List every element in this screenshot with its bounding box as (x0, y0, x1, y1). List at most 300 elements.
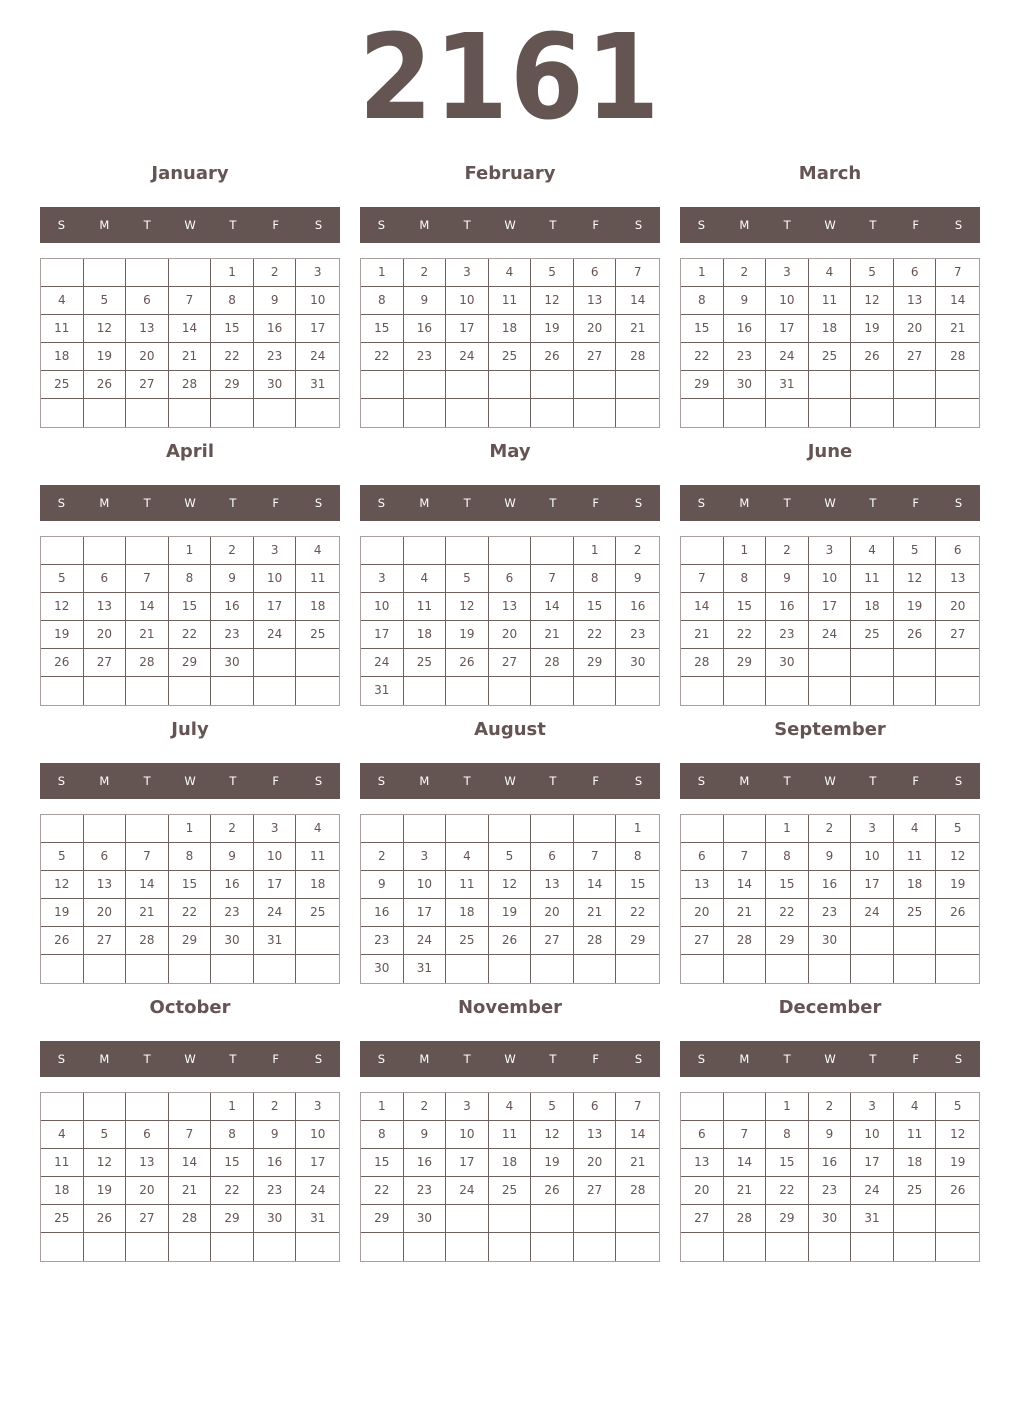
day-cell: 25 (851, 621, 894, 649)
day-cell (809, 1233, 852, 1261)
day-cell (894, 371, 937, 399)
weekday-label: M (99, 774, 110, 788)
day-cell: 9 (254, 287, 297, 315)
weekday-label: T (229, 774, 237, 788)
day-cell: 15 (724, 593, 767, 621)
day-cell: 25 (894, 899, 937, 927)
day-cell: 6 (126, 1121, 169, 1149)
day-cell: 18 (809, 315, 852, 343)
day-cell: 4 (296, 815, 339, 843)
day-cell (936, 649, 979, 677)
day-cell: 13 (84, 871, 127, 899)
day-cell: 15 (766, 1149, 809, 1177)
weekday-header (360, 485, 660, 521)
weekday-label: T (463, 218, 471, 232)
day-cell: 8 (361, 1121, 404, 1149)
day-cell: 3 (851, 1093, 894, 1121)
day-cell (851, 371, 894, 399)
day-cell: 16 (361, 899, 404, 927)
day-cell: 3 (446, 1093, 489, 1121)
day-cell: 18 (296, 871, 339, 899)
day-cell: 10 (446, 287, 489, 315)
day-cell (41, 537, 84, 565)
day-cell: 11 (296, 843, 339, 871)
day-grid (40, 536, 340, 706)
day-cell: 5 (41, 843, 84, 871)
day-cell (84, 259, 127, 287)
weekday-label: S (954, 1052, 963, 1066)
weekday-label: F (592, 1052, 600, 1066)
day-cell: 16 (211, 871, 254, 899)
day-cell: 22 (766, 899, 809, 927)
day-cell: 26 (531, 343, 574, 371)
day-grid (680, 536, 980, 706)
day-cell: 5 (84, 1121, 127, 1149)
day-cell: 7 (169, 287, 212, 315)
day-cell: 21 (724, 1177, 767, 1205)
day-cell: 14 (936, 287, 979, 315)
day-cell: 29 (169, 649, 212, 677)
weekday-label: T (869, 774, 877, 788)
day-cell: 15 (211, 315, 254, 343)
month-title: September (774, 719, 886, 740)
day-cell (531, 371, 574, 399)
day-cell: 7 (616, 259, 659, 287)
day-cell (296, 677, 339, 705)
day-cell: 12 (41, 593, 84, 621)
day-cell: 16 (724, 315, 767, 343)
day-cell (254, 677, 297, 705)
day-cell: 24 (254, 899, 297, 927)
day-cell: 9 (809, 1121, 852, 1149)
weekday-label: F (592, 218, 600, 232)
day-cell: 8 (169, 565, 212, 593)
day-cell: 12 (446, 593, 489, 621)
weekday-label: T (869, 496, 877, 510)
day-cell: 12 (84, 1149, 127, 1177)
day-cell: 20 (574, 315, 617, 343)
day-cell (361, 399, 404, 427)
day-cell (169, 1093, 212, 1121)
day-cell: 8 (724, 565, 767, 593)
day-cell (894, 399, 937, 427)
day-cell: 4 (894, 815, 937, 843)
day-cell (489, 399, 532, 427)
weekday-label: S (697, 496, 706, 510)
day-cell (809, 399, 852, 427)
day-cell: 29 (766, 927, 809, 955)
day-grid (40, 258, 340, 428)
day-cell: 14 (169, 315, 212, 343)
day-cell: 7 (574, 843, 617, 871)
day-cell: 15 (361, 315, 404, 343)
day-cell: 23 (809, 899, 852, 927)
day-cell: 3 (446, 259, 489, 287)
weekday-label: T (143, 1052, 151, 1066)
day-cell: 10 (254, 843, 297, 871)
day-cell: 24 (254, 621, 297, 649)
day-cell: 26 (41, 649, 84, 677)
day-cell: 17 (446, 1149, 489, 1177)
day-cell: 11 (489, 287, 532, 315)
day-cell: 17 (361, 621, 404, 649)
day-cell: 1 (361, 259, 404, 287)
day-cell: 16 (254, 315, 297, 343)
day-cell: 15 (681, 315, 724, 343)
day-cell: 1 (616, 815, 659, 843)
weekday-label: M (419, 218, 430, 232)
day-cell: 16 (809, 1149, 852, 1177)
day-cell (681, 1233, 724, 1261)
day-cell: 28 (724, 1205, 767, 1233)
day-cell: 23 (404, 1177, 447, 1205)
day-cell (724, 1233, 767, 1261)
day-cell (361, 815, 404, 843)
day-cell: 30 (616, 649, 659, 677)
day-cell: 27 (126, 1205, 169, 1233)
day-grid (680, 1092, 980, 1262)
day-cell (489, 371, 532, 399)
day-cell: 29 (616, 927, 659, 955)
day-cell: 6 (894, 259, 937, 287)
day-cell: 21 (936, 315, 979, 343)
day-cell: 5 (851, 259, 894, 287)
day-cell (851, 927, 894, 955)
weekday-label: S (634, 496, 643, 510)
day-cell: 18 (296, 593, 339, 621)
weekday-label: T (229, 218, 237, 232)
day-cell: 27 (681, 927, 724, 955)
weekday-label: S (697, 218, 706, 232)
day-cell: 20 (894, 315, 937, 343)
day-cell: 13 (489, 593, 532, 621)
day-cell: 16 (404, 1149, 447, 1177)
day-cell (531, 399, 574, 427)
day-cell: 9 (211, 565, 254, 593)
day-cell (84, 677, 127, 705)
day-cell (766, 1233, 809, 1261)
day-cell: 4 (296, 537, 339, 565)
weekday-label: S (954, 218, 963, 232)
day-cell: 24 (446, 1177, 489, 1205)
day-cell (616, 371, 659, 399)
day-cell (809, 649, 852, 677)
weekday-label: T (143, 218, 151, 232)
month-title: March (798, 163, 862, 184)
day-cell: 1 (766, 1093, 809, 1121)
weekday-label: S (57, 1052, 66, 1066)
day-cell: 27 (84, 927, 127, 955)
weekday-label: F (272, 1052, 280, 1066)
day-cell: 27 (894, 343, 937, 371)
day-cell: 30 (766, 649, 809, 677)
day-cell (574, 815, 617, 843)
month-title: May (489, 441, 531, 462)
day-cell: 3 (851, 815, 894, 843)
day-cell: 2 (361, 843, 404, 871)
day-cell: 28 (126, 927, 169, 955)
day-cell (851, 677, 894, 705)
day-cell (41, 677, 84, 705)
day-cell: 14 (681, 593, 724, 621)
day-cell: 20 (936, 593, 979, 621)
day-cell: 25 (41, 1205, 84, 1233)
day-cell: 27 (681, 1205, 724, 1233)
day-cell: 1 (211, 259, 254, 287)
day-cell: 24 (851, 899, 894, 927)
day-cell (361, 371, 404, 399)
day-cell: 3 (404, 843, 447, 871)
day-cell: 18 (41, 1177, 84, 1205)
day-cell: 13 (126, 1149, 169, 1177)
day-cell: 9 (616, 565, 659, 593)
day-cell: 4 (41, 287, 84, 315)
day-cell: 22 (169, 899, 212, 927)
month-title: January (151, 163, 229, 184)
day-cell: 12 (936, 843, 979, 871)
weekday-label: T (783, 1052, 791, 1066)
day-cell (851, 399, 894, 427)
day-cell: 2 (766, 537, 809, 565)
day-cell (936, 399, 979, 427)
day-cell: 2 (809, 815, 852, 843)
day-cell: 11 (809, 287, 852, 315)
day-cell: 17 (404, 899, 447, 927)
day-cell: 18 (404, 621, 447, 649)
weekday-label: S (377, 774, 386, 788)
weekday-label: W (504, 496, 516, 510)
day-cell (724, 1093, 767, 1121)
day-cell (446, 1205, 489, 1233)
day-cell: 5 (531, 1093, 574, 1121)
day-cell: 5 (531, 259, 574, 287)
day-cell: 27 (84, 649, 127, 677)
day-cell (254, 649, 297, 677)
day-cell: 7 (126, 843, 169, 871)
day-cell (361, 1233, 404, 1261)
day-cell: 18 (446, 899, 489, 927)
day-cell (766, 955, 809, 983)
day-cell: 21 (126, 899, 169, 927)
day-cell: 24 (361, 649, 404, 677)
day-cell: 27 (936, 621, 979, 649)
day-cell: 23 (616, 621, 659, 649)
weekday-label: S (634, 1052, 643, 1066)
day-cell: 9 (254, 1121, 297, 1149)
day-cell: 4 (851, 537, 894, 565)
day-cell: 12 (531, 1121, 574, 1149)
day-cell: 11 (446, 871, 489, 899)
day-cell: 5 (41, 565, 84, 593)
weekday-label: T (463, 496, 471, 510)
day-cell: 10 (296, 287, 339, 315)
day-cell: 25 (894, 1177, 937, 1205)
weekday-header (360, 1041, 660, 1077)
day-cell (574, 955, 617, 983)
day-cell: 3 (361, 565, 404, 593)
day-cell (766, 399, 809, 427)
day-cell (851, 955, 894, 983)
day-cell: 27 (531, 927, 574, 955)
day-cell: 29 (724, 649, 767, 677)
day-cell: 22 (361, 1177, 404, 1205)
day-cell: 13 (574, 287, 617, 315)
day-cell: 21 (169, 343, 212, 371)
day-cell: 21 (616, 315, 659, 343)
day-cell: 4 (489, 259, 532, 287)
day-cell: 14 (616, 287, 659, 315)
day-cell: 22 (169, 621, 212, 649)
weekday-label: S (314, 218, 323, 232)
day-cell (296, 955, 339, 983)
day-grid (360, 536, 660, 706)
day-cell: 8 (361, 287, 404, 315)
weekday-label: S (57, 774, 66, 788)
day-cell: 6 (126, 287, 169, 315)
weekday-label: S (954, 774, 963, 788)
day-cell: 23 (254, 1177, 297, 1205)
weekday-label: F (272, 218, 280, 232)
day-cell: 21 (724, 899, 767, 927)
day-cell: 10 (809, 565, 852, 593)
day-cell: 30 (211, 649, 254, 677)
day-cell (724, 399, 767, 427)
day-cell: 28 (724, 927, 767, 955)
day-cell: 22 (211, 343, 254, 371)
month-title: October (149, 997, 231, 1018)
weekday-header (680, 485, 980, 521)
day-cell: 11 (404, 593, 447, 621)
weekday-label: T (783, 496, 791, 510)
day-cell: 23 (724, 343, 767, 371)
day-cell: 19 (41, 899, 84, 927)
day-cell (126, 677, 169, 705)
day-cell: 27 (574, 343, 617, 371)
weekday-label: F (592, 774, 600, 788)
weekday-label: W (504, 774, 516, 788)
day-cell: 23 (211, 621, 254, 649)
day-cell: 30 (254, 371, 297, 399)
month-july (40, 718, 340, 988)
day-cell: 28 (531, 649, 574, 677)
day-cell (446, 955, 489, 983)
day-cell: 26 (936, 899, 979, 927)
weekday-label: F (912, 218, 920, 232)
day-cell (404, 399, 447, 427)
month-title: August (474, 719, 546, 740)
day-cell (489, 1205, 532, 1233)
day-cell: 28 (616, 343, 659, 371)
day-cell: 17 (809, 593, 852, 621)
day-cell: 9 (404, 287, 447, 315)
day-cell: 5 (894, 537, 937, 565)
day-cell: 8 (574, 565, 617, 593)
day-cell: 31 (361, 677, 404, 705)
month-august (360, 718, 660, 988)
day-cell: 18 (894, 1149, 937, 1177)
day-cell: 16 (404, 315, 447, 343)
weekday-label: W (184, 496, 196, 510)
day-cell (936, 1233, 979, 1261)
day-cell (681, 537, 724, 565)
day-cell: 28 (574, 927, 617, 955)
day-cell: 23 (809, 1177, 852, 1205)
day-cell: 31 (254, 927, 297, 955)
weekday-label: F (912, 496, 920, 510)
day-cell (84, 1093, 127, 1121)
weekday-label: W (824, 1052, 836, 1066)
day-cell (446, 537, 489, 565)
day-cell: 13 (126, 315, 169, 343)
day-cell: 11 (489, 1121, 532, 1149)
day-cell: 7 (531, 565, 574, 593)
day-cell: 7 (724, 843, 767, 871)
day-cell: 16 (254, 1149, 297, 1177)
day-cell: 19 (936, 1149, 979, 1177)
day-cell (446, 399, 489, 427)
day-cell: 26 (446, 649, 489, 677)
day-cell: 3 (809, 537, 852, 565)
day-cell (724, 955, 767, 983)
day-cell (84, 955, 127, 983)
day-cell: 6 (84, 565, 127, 593)
weekday-label: M (99, 218, 110, 232)
day-cell: 2 (254, 259, 297, 287)
day-cell: 7 (724, 1121, 767, 1149)
day-cell: 29 (211, 371, 254, 399)
day-cell: 12 (84, 315, 127, 343)
day-cell: 31 (296, 1205, 339, 1233)
weekday-label: T (229, 496, 237, 510)
day-cell: 28 (126, 649, 169, 677)
weekday-label: T (869, 218, 877, 232)
day-cell (851, 1233, 894, 1261)
day-cell: 12 (489, 871, 532, 899)
day-cell: 4 (446, 843, 489, 871)
day-cell (296, 649, 339, 677)
weekday-header (360, 207, 660, 243)
day-cell (41, 399, 84, 427)
day-cell: 21 (681, 621, 724, 649)
weekday-header (680, 763, 980, 799)
day-cell: 28 (681, 649, 724, 677)
day-cell: 10 (254, 565, 297, 593)
day-cell: 6 (681, 843, 724, 871)
day-cell: 16 (211, 593, 254, 621)
day-cell: 28 (169, 371, 212, 399)
day-cell: 20 (681, 899, 724, 927)
day-cell: 20 (126, 1177, 169, 1205)
day-cell: 19 (84, 1177, 127, 1205)
day-cell: 18 (851, 593, 894, 621)
day-cell: 23 (404, 343, 447, 371)
month-title: December (778, 997, 882, 1018)
day-cell (126, 399, 169, 427)
weekday-label: F (912, 774, 920, 788)
weekday-label: S (634, 218, 643, 232)
month-january (40, 162, 340, 432)
weekday-label: M (419, 774, 430, 788)
day-cell (41, 1093, 84, 1121)
day-cell (41, 815, 84, 843)
year-title: 2161 (358, 8, 662, 146)
day-cell: 30 (724, 371, 767, 399)
day-cell: 5 (84, 287, 127, 315)
day-cell: 24 (296, 343, 339, 371)
weekday-label: S (954, 496, 963, 510)
day-cell: 8 (766, 843, 809, 871)
weekday-header (360, 763, 660, 799)
